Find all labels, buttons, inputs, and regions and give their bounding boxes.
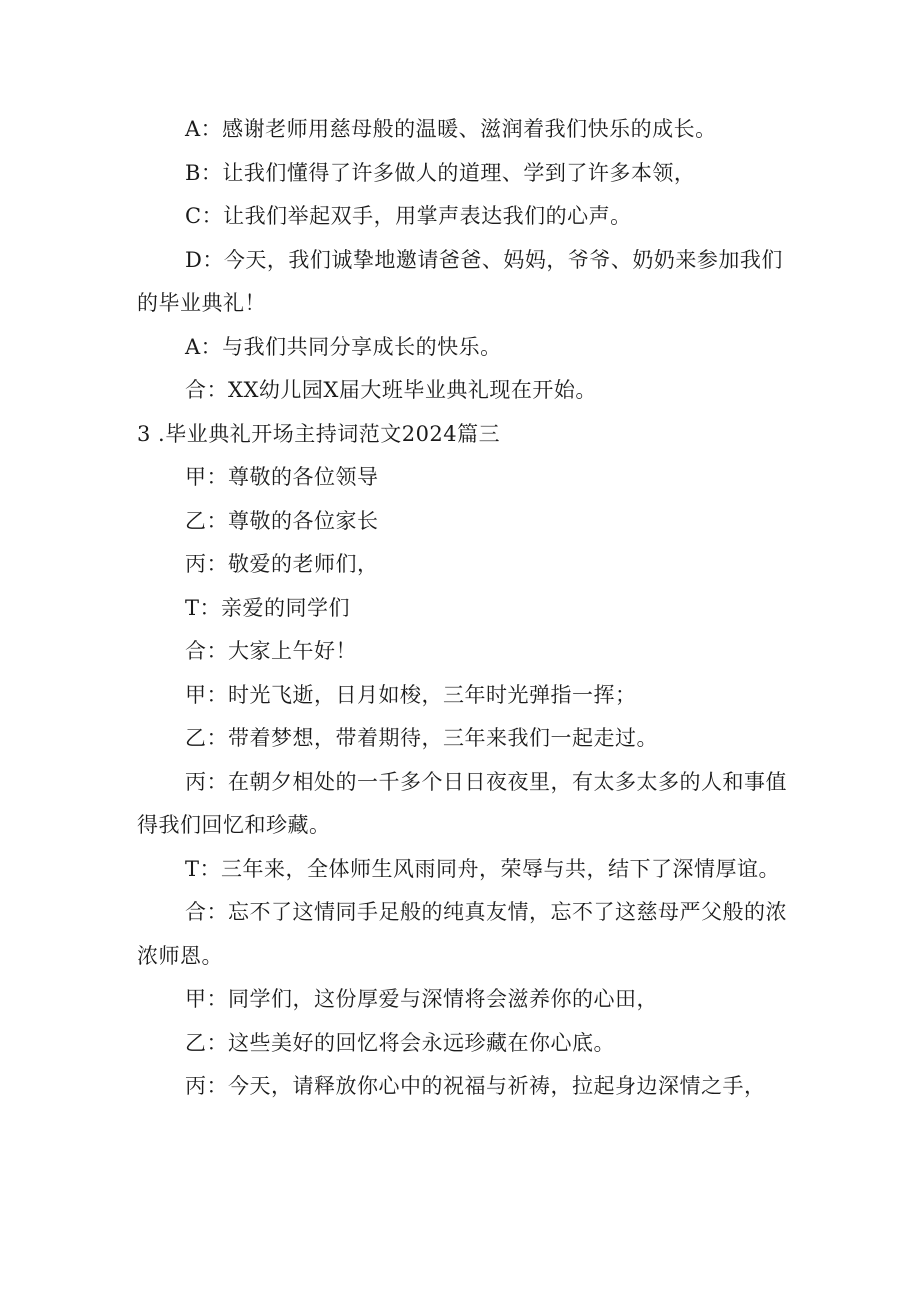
paragraph: 乙：这些美好的回忆将会永远珍藏在你心底。: [185, 1030, 615, 1055]
paragraph: 丙：敬爱的老师们，: [185, 552, 379, 576]
paragraph: T：亲爱的同学们: [185, 595, 351, 620]
paragraph: 合：忘不了这情同手足般的纯真友情，忘不了这慈母严父般的浓浓师恩。: [137, 900, 787, 968]
paragraph: 甲：尊敬的各位领导: [185, 465, 379, 489]
paragraph: 合：大家上午好！: [185, 639, 357, 663]
paragraph: 乙：带着梦想，带着期待，三年来我们一起走过。: [185, 726, 658, 750]
paragraph: 合：XX幼儿园X届大班毕业典礼现在开始。: [185, 378, 597, 402]
paragraph: 丙：在朝夕相处的一千多个日日夜夜里，有太多太多的人和事值得我们回忆和珍藏。: [137, 769, 787, 837]
paragraph: 甲：同学们，这份厚爱与深情将会滋养你的心田，: [185, 987, 658, 1011]
paragraph: B：让我们懂得了许多做人的道理、学到了许多本领，: [185, 160, 696, 185]
paragraph: T：三年来，全体师生风雨同舟，荣辱与共，结下了深情厚谊。: [185, 856, 781, 881]
paragraph: 甲：时光飞逝，日月如梭，三年时光弹指一挥；: [185, 682, 637, 707]
document-page: [137, 108, 787, 1109]
paragraph: 丙：今天，请释放你心中的祝福与祈祷，拉起身边深情之手，: [185, 1074, 766, 1098]
paragraph: A：感谢老师用慈母般的温暖、滋润着我们快乐的成长。: [185, 117, 717, 141]
paragraph: 乙：尊敬的各位家长: [185, 508, 379, 533]
paragraph: D：今天，我们诚挚地邀请爸爸、妈妈，爷爷、奶奶来参加我们的毕业典礼！: [137, 247, 783, 315]
section-heading: 3 .毕业典礼开场主持词范文2024篇三: [137, 421, 501, 446]
paragraph: A：与我们共同分享成长的快乐。: [185, 334, 502, 359]
paragraph: C：让我们举起双手，用掌声表达我们的心声。: [185, 204, 632, 228]
